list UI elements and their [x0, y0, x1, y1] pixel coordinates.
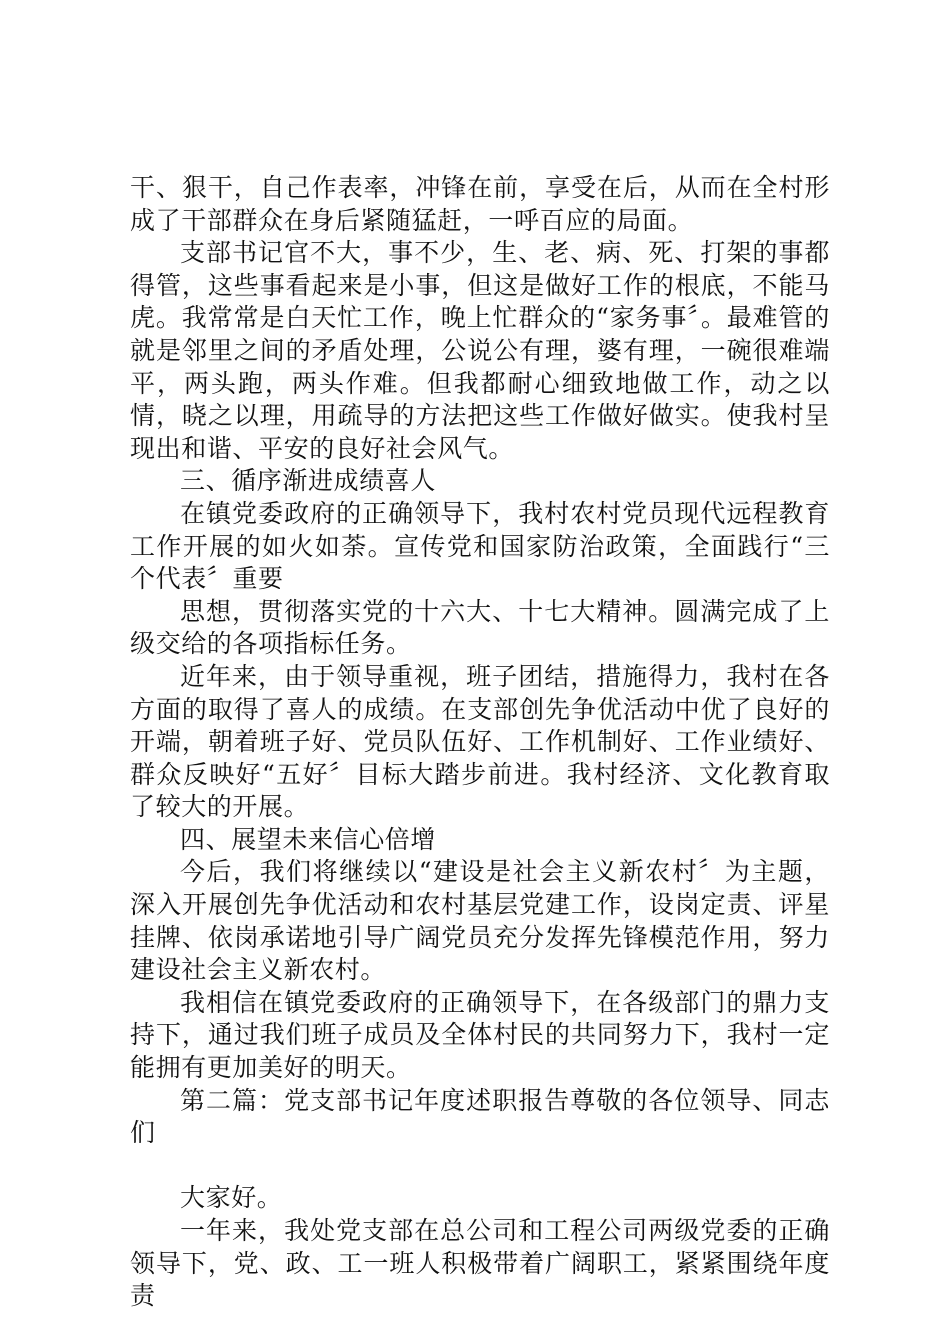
paragraph-cadre-leadership: 干、狠干，自己作表率，冲锋在前，享受在后，从而在全村形成了干部群众在身后紧随猛赶，一呼百应的局面。 [130, 173, 830, 235]
second-article-title: 第二篇：党支部书记年度述职报告尊敬的各位领导、同志们 [130, 1085, 830, 1148]
paragraph-greeting: 大家好。 [180, 1183, 283, 1213]
document-body [130, 172, 830, 1313]
paragraph-future-work: 今后，我们将继续以“建设是社会主义新农村〞为主题，深入开展创先争优活动和农村基层党建工作，设岗定责、评星挂牌、依岗承诺地引导广阔党员充分发挥先锋模范作用，努力建设社会主义新农村。 [130, 857, 830, 985]
paragraph-annual-review: 一年来，我处党支部在总公司和工程公司两级党委的正确领导下，党、政、工一班人积极带着广阔职工，紧紧围绕年度责 [130, 1216, 830, 1311]
paragraph-secretary-duties: 支部书记官不大，事不少，生、老、病、死、打架的事都得管，这些事看起来是小事，但这是做好工作的根底，不能马虎。我常常是白天忙工作，晚上忙群众的“家务事〞。最难管的就是邻里之间的矛盾处理，公说公有理，婆有理，一碗很难端平，两头跑，两头作难。但我都耐心细致地做工作，动之以情，晓之以理，用疏导的方法把这些工作做好做实。使我村呈现出和谐、平安的良好社会风气。 [130, 238, 830, 463]
section-heading-outlook: 四、展望未来信心倍增 [180, 824, 437, 854]
paragraph-policy-implementation: 思想，贯彻落实党的十六大、十七大精神。圆满完成了上级交给的各项指标任务。 [130, 596, 830, 659]
paragraph-achievements: 近年来，由于领导重视，班子团结，措施得力，我村在各方面的取得了喜人的成绩。在支部创先争优活动中优了良好的开端，朝着班子好、党员队伍好、工作机制好、工作业绩好、群众反映好“五好〞目标大踏步前进。我村经济、文化教育取了较大的开展。 [130, 661, 830, 822]
blank-line [130, 1150, 830, 1183]
section-heading-progress: 三、循序渐进成绩喜人 [180, 466, 437, 496]
paragraph-remote-education: 在镇党委政府的正确领导下，我村农村党员现代远程教育工作开展的如火如荼。宣传党和国家防治政策，全面践行“三个代表〞重要 [130, 498, 830, 594]
paragraph-confidence: 我相信在镇党委政府的正确领导下，在各级部门的鼎力支持下，通过我们班子成员及全体村民的共同努力下，我村一定能拥有更加美好的明天。 [130, 987, 830, 1083]
